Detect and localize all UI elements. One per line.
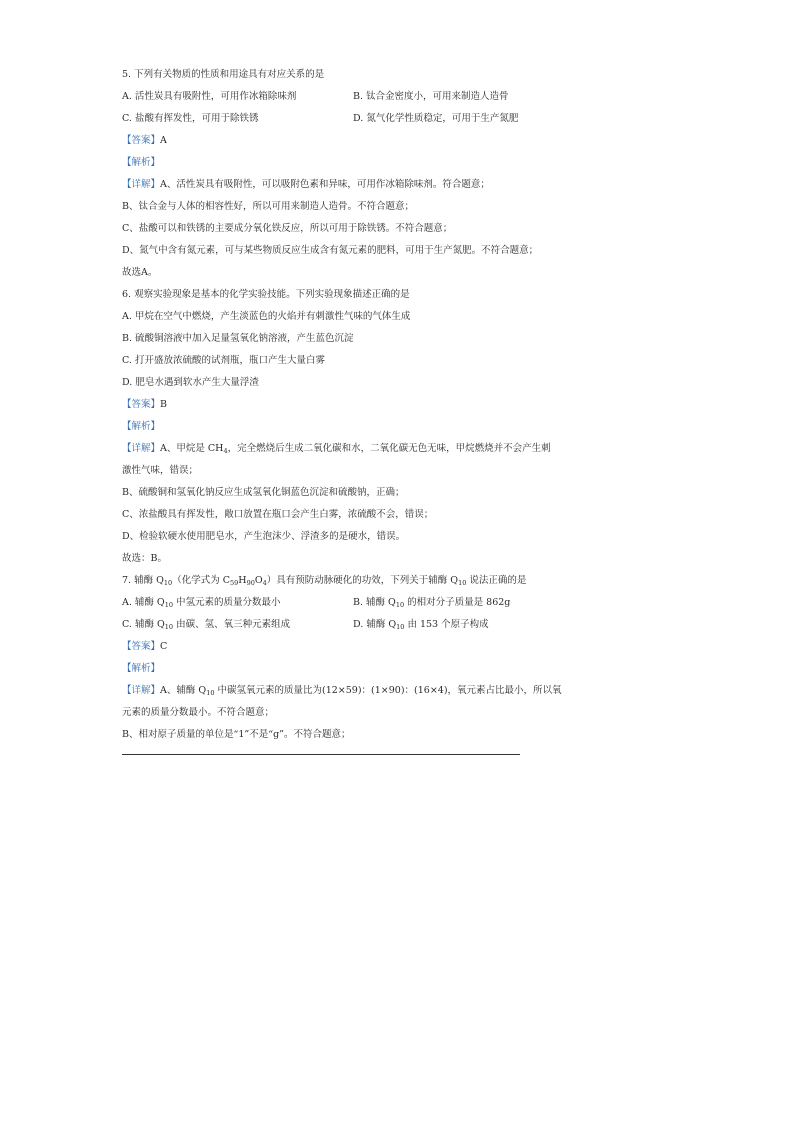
q7-answer	[122, 640, 167, 653]
q5-option-c: C. 盐酸有挥发性，可用于除铁锈	[122, 113, 259, 124]
q7-option-a	[122, 596, 281, 609]
q6-detail-3: C、浓盐酸具有挥发性，敞口放置在瓶口会产生白雾，浓硫酸不会，错误；	[122, 509, 434, 520]
q5-analysis-tag	[122, 156, 160, 169]
answer-value: B	[160, 399, 167, 410]
subscript: 4	[262, 579, 267, 587]
subscript: 90	[246, 579, 255, 587]
detail-tag: 【详解】	[122, 443, 161, 454]
q6-detail-4: D、检验软硬水使用肥皂水，产生泡沫少、浮渣多的是硬水，错误。	[122, 531, 406, 542]
subscript: 10	[458, 579, 467, 587]
subscript: 10	[396, 623, 405, 631]
q5-option-d: D. 氮气化学性质稳定，可用于生产氮肥	[353, 113, 519, 124]
subscript: 10	[163, 579, 173, 587]
subscript: 59	[229, 579, 239, 587]
subscript: 10	[164, 601, 173, 609]
subscript: 4	[223, 447, 228, 455]
q7-option-b	[353, 596, 510, 609]
q5-stem: 5. 下列有关物质的性质和用途具有对应关系的是	[122, 69, 325, 80]
subscript: 10	[164, 623, 174, 631]
subscript: 10	[395, 601, 405, 609]
option-text: C. 辅酶 Q	[122, 619, 165, 630]
answer-tag: 【答案】	[122, 641, 161, 652]
q5-option-b: B. 钛合金密度小，可用来制造人造骨	[353, 91, 509, 102]
q5-detail-3: C、盐酸可以和铁锈的主要成分氧化铁反应，所以可用于除铁锈。不符合题意；	[122, 223, 453, 234]
q7-option-d	[353, 618, 489, 631]
detail-text: 中碳氢氧元素的质量比为(12×59)：(1×90)：(16×4)，氧元素占比最小，所以氧	[214, 685, 562, 696]
q6-option-c: C. 打开盛放浓硫酸的试剂瓶，瓶口产生大量白雾	[122, 355, 325, 366]
subscript: 10	[206, 689, 215, 697]
q7-detail-2: B、相对原子质量的单位是“1”不是“g”。不符合题意；	[122, 729, 351, 740]
detail-tag: 【详解】	[122, 685, 161, 696]
q6-answer	[122, 398, 167, 411]
q7-analysis-tag	[122, 662, 160, 675]
option-text: A. 辅酶 Q	[122, 597, 165, 608]
stem-text: H	[238, 575, 247, 586]
answer-tag: 【答案】	[122, 399, 161, 410]
stem-text: O	[254, 575, 263, 586]
detail-text: A、辅酶 Q	[160, 685, 207, 696]
option-text: 中氢元素的质量分数最小	[173, 597, 281, 608]
q6-detail-1-cont: 激性气味，错误；	[122, 465, 199, 476]
q7-stem	[122, 574, 526, 587]
q6-conclusion: 故选：B。	[122, 553, 167, 564]
q5-conclusion: 故选A。	[122, 267, 158, 278]
option-text: B. 辅酶 Q	[353, 597, 396, 608]
answer-tag: 【答案】	[122, 135, 161, 146]
stem-text: （化学式为 C	[172, 575, 230, 586]
detail-text: A、活性炭具有吸附性，可以吸附色素和异味，可用作冰箱除味剂。符合题意；	[160, 179, 490, 190]
option-text: 由碳、氢、氧三种元素组成	[173, 619, 291, 630]
q6-option-a: A. 甲烷在空气中燃烧，产生淡蓝色的火焰并有刺激性气味的气体生成	[122, 311, 411, 322]
q7-option-c	[122, 618, 290, 631]
option-text: D. 辅酶 Q	[353, 619, 397, 630]
q5-detail-2: B、钛合金与人体的相容性好，所以可用来制造人造骨。不符合题意；	[122, 201, 414, 212]
option-text: 由 153 个原子构成	[404, 619, 489, 630]
section-divider	[122, 754, 520, 755]
q6-detail-1	[122, 442, 551, 455]
detail-tag: 【详解】	[122, 179, 161, 190]
q6-analysis-tag	[122, 420, 160, 433]
q6-stem: 6. 观察实验现象是基本的化学实验技能。下列实验现象描述正确的是	[122, 289, 410, 300]
q5-option-a: A. 活性炭具有吸附性，可用作冰箱除味剂	[122, 91, 297, 102]
q7-detail-1	[122, 684, 562, 697]
q5-detail-4: D、氮气中含有氮元素，可与某些物质反应生成含有氮元素的肥料，可用于生产氮肥。不符合题意；	[122, 245, 539, 256]
answer-value: A	[160, 135, 167, 146]
q5-detail-1	[122, 178, 490, 191]
q6-detail-2: B、硫酸铜和氢氧化钠反应生成氢氧化铜蓝色沉淀和硫酸钠，正确；	[122, 487, 405, 498]
stem-text: 7. 辅酶 Q	[122, 575, 164, 586]
analysis-tag: 【解析】	[122, 663, 161, 674]
detail-text: A、甲烷是 CH	[160, 443, 224, 454]
detail-text: ，完全燃烧后生成二氧化碳和水，二氧化碳无色无味，甲烷燃烧并不会产生刺	[227, 443, 551, 454]
q6-option-b: B. 硫酸铜溶液中加入足量氢氧化钠溶液，产生蓝色沉淀	[122, 333, 354, 344]
answer-value: C	[160, 641, 168, 652]
analysis-tag: 【解析】	[122, 157, 161, 168]
stem-text: 说法正确的是	[466, 575, 527, 586]
q7-detail-1-cont: 元素的质量分数最小。不符合题意；	[122, 707, 275, 718]
stem-text: ）具有预防动脉硬化的功效，下列关于辅酶 Q	[266, 575, 459, 586]
option-text: 的相对分子质量是 862g	[404, 597, 511, 608]
q6-option-d: D. 肥皂水遇到软水产生大量浮渣	[122, 377, 259, 388]
analysis-tag: 【解析】	[122, 421, 161, 432]
q5-answer	[122, 134, 167, 147]
